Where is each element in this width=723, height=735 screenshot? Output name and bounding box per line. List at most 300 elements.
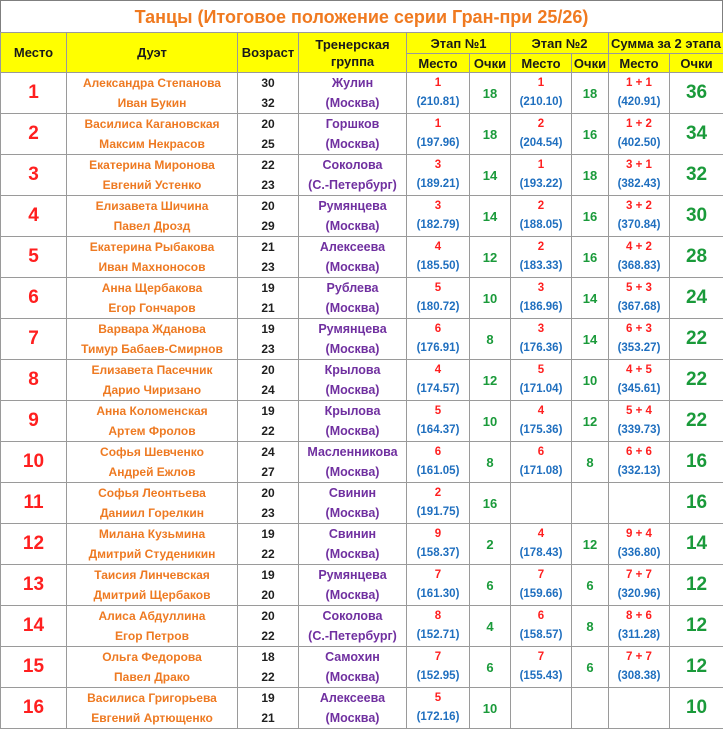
cell-coach — [299, 155, 407, 196]
cell-stage1-points — [470, 401, 511, 442]
stage1-points-value: 14 — [482, 167, 498, 183]
stage2-place-value: 3 — [537, 282, 545, 294]
sum-place-value: 3 + 1 — [626, 159, 652, 171]
cell-stage2-points — [572, 237, 609, 278]
coach-city: (Москва) — [325, 547, 380, 561]
stage1-place-value: 3 — [434, 159, 442, 171]
coach-city: (Москва) — [325, 670, 380, 684]
cell-stage2-place — [511, 237, 572, 278]
cell-duet — [67, 278, 238, 319]
stage1-score-value: (185.50) — [416, 260, 460, 272]
partner-2-age: 20 — [261, 588, 275, 602]
cell-stage1-points — [470, 688, 511, 729]
cell-stage2-points — [572, 483, 609, 524]
stage1-score-value: (158.37) — [416, 547, 460, 559]
partner-1-age: 20 — [261, 117, 275, 131]
partner-1-name: Елизавета Шичина — [95, 199, 209, 213]
cell-sum-place — [609, 401, 670, 442]
partner-1-name: Василиса Григорьева — [87, 691, 217, 705]
partner-1-name: Софья Леонтьева — [98, 486, 206, 500]
cell-stage1-place — [407, 360, 470, 401]
sum-place-value: 4 + 2 — [626, 241, 652, 253]
stage1-score-value: (189.21) — [416, 178, 460, 190]
partner-2-age: 22 — [261, 547, 275, 561]
partner-1-name: Варвара Жданова — [98, 322, 206, 336]
cell-age — [238, 442, 299, 483]
cell-sum-place — [609, 278, 670, 319]
header-row-1 — [1, 33, 723, 54]
cell-sum-place — [609, 114, 670, 155]
cell-sum-place — [609, 565, 670, 606]
total-points-value: 12 — [685, 574, 708, 595]
stage1-points-value: 18 — [482, 85, 498, 101]
cell-coach — [299, 565, 407, 606]
table-row — [1, 524, 723, 565]
cell-stage2-points — [572, 401, 609, 442]
total-points-value: 32 — [685, 164, 708, 185]
cell-stage2-place — [511, 278, 572, 319]
sum-place-value: 1 + 1 — [626, 77, 652, 89]
coach-city: (Москва) — [325, 342, 380, 356]
partner-2-age: 22 — [261, 670, 275, 684]
stage2-points-value: 16 — [582, 249, 598, 265]
header-sum-points: Очки — [670, 54, 723, 73]
sum-score-value: (368.83) — [617, 260, 661, 272]
stage1-score-value: (164.37) — [416, 424, 460, 436]
header-stage2-place: Место — [511, 54, 572, 73]
cell-place — [1, 524, 67, 565]
cell-sum-place — [609, 442, 670, 483]
table-row — [1, 688, 723, 729]
cell-stage2-points — [572, 565, 609, 606]
cell-stage1-points — [470, 565, 511, 606]
partner-1-name: Милана Кузьмина — [98, 527, 206, 541]
sum-place-value: 9 + 4 — [626, 528, 652, 540]
cell-stage1-place — [407, 155, 470, 196]
cell-stage1-place — [407, 442, 470, 483]
sum-place-value: 1 + 2 — [626, 118, 652, 130]
stage2-place-value: 7 — [537, 651, 545, 663]
cell-place — [1, 565, 67, 606]
cell-age — [238, 114, 299, 155]
cell-stage1-place — [407, 278, 470, 319]
cell-total-points — [670, 483, 723, 524]
partner-1-age: 24 — [261, 445, 275, 459]
cell-total-points — [670, 237, 723, 278]
table-row — [1, 73, 723, 114]
stage1-place-value: 5 — [434, 405, 442, 417]
place-value: 1 — [28, 82, 39, 103]
cell-place — [1, 114, 67, 155]
coach-name: Свинин — [328, 486, 377, 500]
cell-coach — [299, 688, 407, 729]
table-row — [1, 442, 723, 483]
partner-2-name: Максим Некрасов — [99, 137, 205, 151]
cell-age — [238, 73, 299, 114]
cell-stage2-place — [511, 647, 572, 688]
partner-1-name: Софья Шевченко — [100, 445, 204, 459]
cell-stage1-place — [407, 114, 470, 155]
cell-stage2-place — [511, 360, 572, 401]
cell-duet — [67, 237, 238, 278]
cell-place — [1, 278, 67, 319]
cell-stage2-place — [511, 401, 572, 442]
cell-coach — [299, 606, 407, 647]
cell-sum-place — [609, 606, 670, 647]
cell-stage2-place — [511, 73, 572, 114]
coach-name: Рублева — [326, 281, 379, 295]
stage2-points-value: 14 — [582, 290, 598, 306]
stage2-place-value: 7 — [537, 569, 545, 581]
stage1-place-value: 9 — [434, 528, 442, 540]
stage2-place-value: 2 — [537, 118, 545, 130]
stage2-points-value: 12 — [582, 536, 598, 552]
total-points-value: 14 — [685, 533, 708, 554]
total-points-value: 12 — [685, 615, 708, 636]
cell-place — [1, 196, 67, 237]
place-value: 5 — [28, 246, 39, 267]
stage2-place-value: 1 — [537, 159, 545, 171]
place-value: 8 — [28, 369, 39, 390]
stage1-points-value: 2 — [486, 536, 494, 552]
cell-coach — [299, 483, 407, 524]
cell-stage1-place — [407, 688, 470, 729]
cell-stage2-points — [572, 442, 609, 483]
cell-stage1-points — [470, 73, 511, 114]
header-sum: Сумма за 2 этапа — [609, 33, 723, 54]
coach-city: (Москва) — [325, 96, 380, 110]
coach-city: (Москва) — [325, 219, 380, 233]
stage1-score-value: (197.96) — [416, 137, 460, 149]
cell-coach — [299, 524, 407, 565]
partner-1-name: Василиса Кагановская — [84, 117, 220, 131]
header-duet: Дуэт — [67, 33, 238, 73]
place-value: 11 — [23, 492, 44, 513]
page-title: Танцы (Итоговое положение серии Гран-при 25/26) — [0, 0, 723, 32]
table-row — [1, 196, 723, 237]
sum-score-value: (332.13) — [617, 465, 661, 477]
coach-name: Горшков — [325, 117, 380, 131]
stage2-place-value: 2 — [537, 241, 545, 253]
sum-place-value: 6 + 3 — [626, 323, 652, 335]
stage2-score-value: (204.54) — [519, 137, 563, 149]
cell-duet — [67, 114, 238, 155]
partner-2-age: 23 — [261, 342, 275, 356]
stage1-place-value: 5 — [434, 692, 442, 704]
cell-total-points — [670, 196, 723, 237]
coach-name: Алексеева — [319, 691, 386, 705]
sum-score-value: (402.50) — [617, 137, 661, 149]
sum-score-value: (370.84) — [617, 219, 661, 231]
stage2-points-value: 8 — [586, 454, 594, 470]
cell-stage1-place — [407, 483, 470, 524]
cell-total-points — [670, 647, 723, 688]
cell-coach — [299, 442, 407, 483]
partner-1-name: Анна Щербакова — [101, 281, 203, 295]
partner-2-name: Иван Махноносов — [98, 260, 206, 274]
stage2-score-value: (175.36) — [519, 424, 563, 436]
stage2-score-value: (186.96) — [519, 301, 563, 313]
coach-name: Крылова — [324, 404, 381, 418]
stage2-place-value: 4 — [537, 528, 545, 540]
stage2-points-value: 12 — [582, 413, 598, 429]
partner-2-age: 22 — [261, 629, 275, 643]
partner-2-name: Егор Петров — [115, 629, 189, 643]
total-points-value: 12 — [685, 656, 708, 677]
cell-stage1-points — [470, 606, 511, 647]
stage2-points-value: 18 — [582, 85, 598, 101]
stage2-score-value: (159.66) — [519, 588, 563, 600]
cell-stage1-place — [407, 565, 470, 606]
stage1-points-value: 12 — [482, 372, 498, 388]
cell-duet — [67, 647, 238, 688]
total-points-value: 22 — [685, 328, 708, 349]
sum-score-value: (320.96) — [617, 588, 661, 600]
table-row — [1, 401, 723, 442]
cell-sum-place — [609, 688, 670, 729]
partner-2-name: Даниил Горелкин — [100, 506, 204, 520]
cell-sum-place — [609, 155, 670, 196]
sum-place-value: 7 + 7 — [626, 651, 652, 663]
cell-sum-place — [609, 360, 670, 401]
cell-stage2-points — [572, 647, 609, 688]
stage1-place-value: 7 — [434, 651, 442, 663]
cell-stage2-place — [511, 319, 572, 360]
coach-name: Алексеева — [319, 240, 386, 254]
partner-1-name: Ольга Федорова — [102, 650, 202, 664]
cell-stage1-points — [470, 442, 511, 483]
cell-total-points — [670, 73, 723, 114]
coach-name: Самохин — [325, 650, 380, 664]
coach-name: Румянцева — [318, 199, 387, 213]
partner-2-age: 23 — [261, 260, 275, 274]
partner-2-name: Евгений Артющенко — [91, 711, 213, 725]
cell-duet — [67, 483, 238, 524]
partner-1-name: Алиса Абдуллина — [98, 609, 206, 623]
cell-sum-place — [609, 524, 670, 565]
partner-1-age: 20 — [261, 609, 275, 623]
cell-stage2-place — [511, 196, 572, 237]
partner-2-name: Егор Гончаров — [108, 301, 196, 315]
cell-stage1-points — [470, 360, 511, 401]
stage2-score-value: (183.33) — [519, 260, 563, 272]
sum-place-value: 5 + 3 — [626, 282, 652, 294]
table-row — [1, 606, 723, 647]
cell-place — [1, 442, 67, 483]
sum-score-value: (353.27) — [617, 342, 661, 354]
cell-stage2-place — [511, 483, 572, 524]
cell-duet — [67, 565, 238, 606]
cell-total-points — [670, 606, 723, 647]
place-value: 3 — [28, 164, 39, 185]
stage2-place-value: 6 — [537, 610, 545, 622]
table-row — [1, 360, 723, 401]
stage1-place-value: 4 — [434, 241, 442, 253]
cell-stage2-place — [511, 155, 572, 196]
stage2-place-value: 4 — [537, 405, 545, 417]
stage2-points-value: 8 — [586, 618, 594, 634]
partner-2-age: 22 — [261, 424, 275, 438]
partner-2-name: Павел Драко — [114, 670, 190, 684]
header-stage1: Этап №1 — [407, 33, 511, 54]
stage1-score-value: (176.91) — [416, 342, 460, 354]
table-row — [1, 565, 723, 606]
coach-name: Жулин — [331, 76, 374, 90]
cell-stage1-place — [407, 647, 470, 688]
partner-1-age: 19 — [261, 691, 275, 705]
stage1-points-value: 14 — [482, 208, 498, 224]
place-value: 2 — [28, 123, 39, 144]
place-value: 4 — [28, 205, 39, 226]
cell-age — [238, 319, 299, 360]
stage1-place-value: 2 — [434, 487, 442, 499]
total-points-value: 36 — [685, 82, 708, 103]
cell-stage2-points — [572, 688, 609, 729]
header-coach-label: Тренерская группа — [315, 36, 390, 69]
sum-score-value: (311.28) — [617, 629, 661, 641]
coach-city: (Москва) — [325, 260, 380, 274]
partner-2-name: Артем Фролов — [108, 424, 196, 438]
coach-name: Крылова — [324, 363, 381, 377]
stage1-points-value: 8 — [486, 454, 494, 470]
cell-total-points — [670, 360, 723, 401]
stage2-points-value: 16 — [582, 208, 598, 224]
cell-sum-place — [609, 647, 670, 688]
stage1-score-value: (161.30) — [416, 588, 460, 600]
coach-name: Масленникова — [307, 445, 398, 459]
place-value: 6 — [28, 287, 39, 308]
cell-stage2-points — [572, 360, 609, 401]
partner-2-name: Дмитрий Щербаков — [93, 588, 211, 602]
cell-duet — [67, 319, 238, 360]
cell-total-points — [670, 155, 723, 196]
header-age: Возраст — [238, 33, 299, 73]
cell-age — [238, 237, 299, 278]
cell-coach — [299, 73, 407, 114]
total-points-value: 24 — [685, 287, 708, 308]
stage1-score-value: (172.16) — [416, 711, 460, 723]
cell-coach — [299, 319, 407, 360]
cell-stage1-points — [470, 319, 511, 360]
total-points-value: 28 — [685, 246, 708, 267]
stage1-place-value: 3 — [434, 200, 442, 212]
cell-place — [1, 73, 67, 114]
stage1-points-value: 6 — [486, 577, 494, 593]
stage1-score-value: (182.79) — [416, 219, 460, 231]
sum-score-value: (367.68) — [617, 301, 661, 313]
partner-2-age: 32 — [261, 96, 275, 110]
partner-2-age: 29 — [261, 219, 275, 233]
cell-place — [1, 688, 67, 729]
table-row — [1, 278, 723, 319]
partner-1-name: Таисия Линчевская — [94, 568, 210, 582]
cell-stage2-points — [572, 114, 609, 155]
total-points-value: 22 — [685, 369, 708, 390]
cell-age — [238, 401, 299, 442]
partner-1-age: 30 — [261, 76, 275, 90]
coach-city: (Москва) — [325, 506, 380, 520]
stage1-score-value: (210.81) — [416, 96, 460, 108]
partner-2-name: Иван Букин — [117, 96, 187, 110]
total-points-value: 30 — [685, 205, 708, 226]
partner-2-age: 21 — [261, 301, 275, 315]
coach-city: (Москва) — [325, 588, 380, 602]
place-value: 15 — [22, 656, 45, 677]
stage1-points-value: 8 — [486, 331, 494, 347]
cell-stage2-points — [572, 155, 609, 196]
stage1-score-value: (174.57) — [416, 383, 460, 395]
cell-stage2-points — [572, 606, 609, 647]
stage1-points-value: 10 — [482, 290, 498, 306]
cell-place — [1, 319, 67, 360]
cell-age — [238, 483, 299, 524]
table-row — [1, 155, 723, 196]
stage1-points-value: 6 — [486, 659, 494, 675]
cell-total-points — [670, 114, 723, 155]
cell-stage2-place — [511, 688, 572, 729]
sum-place-value: 3 + 2 — [626, 200, 652, 212]
stage2-score-value: (171.04) — [519, 383, 563, 395]
coach-city: (Москва) — [325, 424, 380, 438]
cell-sum-place — [609, 73, 670, 114]
cell-sum-place — [609, 196, 670, 237]
cell-age — [238, 155, 299, 196]
stage1-points-value: 12 — [482, 249, 498, 265]
sum-score-value: (336.80) — [617, 547, 661, 559]
stage1-place-value: 4 — [434, 364, 442, 376]
coach-city: (С.-Петербург) — [308, 178, 397, 192]
stage1-place-value: 6 — [434, 323, 442, 335]
partner-1-age: 20 — [261, 363, 275, 377]
stage1-points-value: 16 — [482, 495, 498, 511]
stage1-points-value: 10 — [482, 700, 498, 716]
standings-table — [0, 32, 723, 729]
partner-1-name: Елизавета Пасечник — [91, 363, 213, 377]
stage2-place-value: 1 — [537, 77, 545, 89]
stage2-points-value: 6 — [586, 577, 594, 593]
cell-age — [238, 360, 299, 401]
coach-city: (С.-Петербург) — [308, 629, 397, 643]
cell-age — [238, 565, 299, 606]
table-row — [1, 319, 723, 360]
cell-coach — [299, 401, 407, 442]
partner-1-age: 22 — [261, 158, 275, 172]
cell-stage1-place — [407, 196, 470, 237]
cell-duet — [67, 360, 238, 401]
cell-stage2-place — [511, 442, 572, 483]
stage2-score-value: (193.22) — [519, 178, 563, 190]
cell-place — [1, 360, 67, 401]
cell-stage2-place — [511, 606, 572, 647]
cell-coach — [299, 278, 407, 319]
sum-score-value: (345.61) — [617, 383, 661, 395]
stage2-score-value: (155.43) — [519, 670, 563, 682]
cell-duet — [67, 606, 238, 647]
stage2-score-value: (210.10) — [519, 96, 563, 108]
partner-1-age: 21 — [261, 240, 275, 254]
header-place: Место — [1, 33, 67, 73]
sum-score-value: (308.38) — [617, 670, 661, 682]
cell-stage2-points — [572, 319, 609, 360]
sum-score-value: (382.43) — [617, 178, 661, 190]
stage2-score-value: (176.36) — [519, 342, 563, 354]
partner-1-name: Анна Коломенская — [96, 404, 208, 418]
stage1-place-value: 1 — [434, 118, 442, 130]
cell-stage2-points — [572, 278, 609, 319]
stage2-place-value: 2 — [537, 200, 545, 212]
partner-1-age: 19 — [261, 568, 275, 582]
partner-1-name: Александра Степанова — [83, 76, 221, 90]
